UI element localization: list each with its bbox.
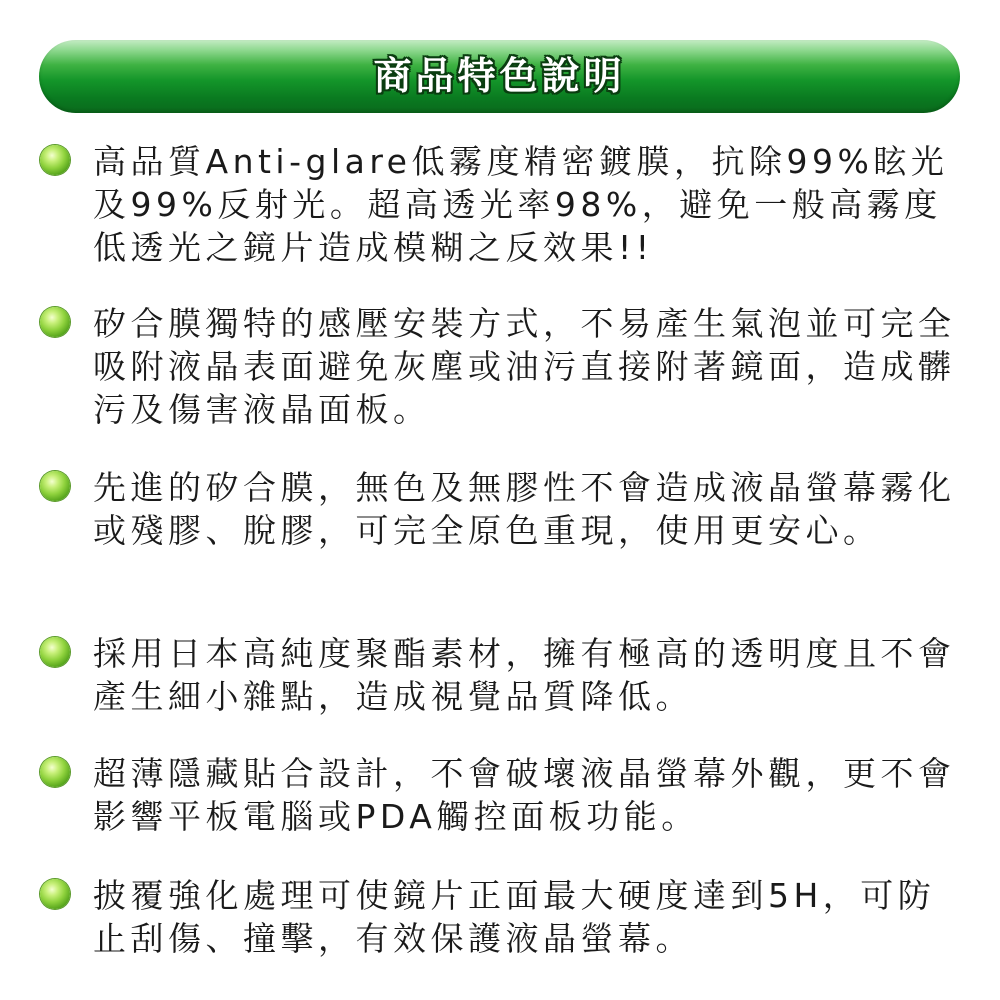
- feature-text: 採用日本高純度聚酯素材，擁有極高的透明度且不會產生細小雜點，造成視覺品質降低。: [93, 634, 956, 716]
- green-ball-bullet-icon: [40, 637, 70, 667]
- green-ball-bullet-icon: [40, 757, 70, 787]
- green-ball-bullet-icon: [40, 471, 70, 501]
- green-ball-bullet-icon: [40, 307, 70, 337]
- green-ball-bullet-icon: [40, 879, 70, 909]
- feature-text: 先進的矽合膜，無色及無膠性不會造成液晶螢幕霧化或殘膠、脫膠，可完全原色重現，使用更安心。: [93, 468, 956, 550]
- feature-text: 高品質Anti-glare低霧度精密鍍膜，抗除99%眩光及99%反射光。超高透光率98%，避免一般高霧度低透光之鏡片造成模糊之反效果!!: [93, 142, 949, 267]
- section-title: 商品特色說明: [373, 54, 626, 98]
- feature-text: 披覆強化處理可使鏡片正面最大硬度達到5H，可防止刮傷、撞擊，有效保護液晶螢幕。: [93, 876, 936, 958]
- green-ball-bullet-icon: [40, 145, 70, 175]
- feature-text: 矽合膜獨特的感壓安裝方式，不易產生氣泡並可完全吸附液晶表面避免灰塵或油污直接附著鏡面，造成髒污及傷害液晶面板。: [93, 304, 956, 429]
- feature-text: 超薄隱藏貼合設計，不會破壞液晶螢幕外觀，更不會影響平板電腦或PDA觸控面板功能。: [93, 754, 956, 836]
- section-banner: [39, 40, 960, 113]
